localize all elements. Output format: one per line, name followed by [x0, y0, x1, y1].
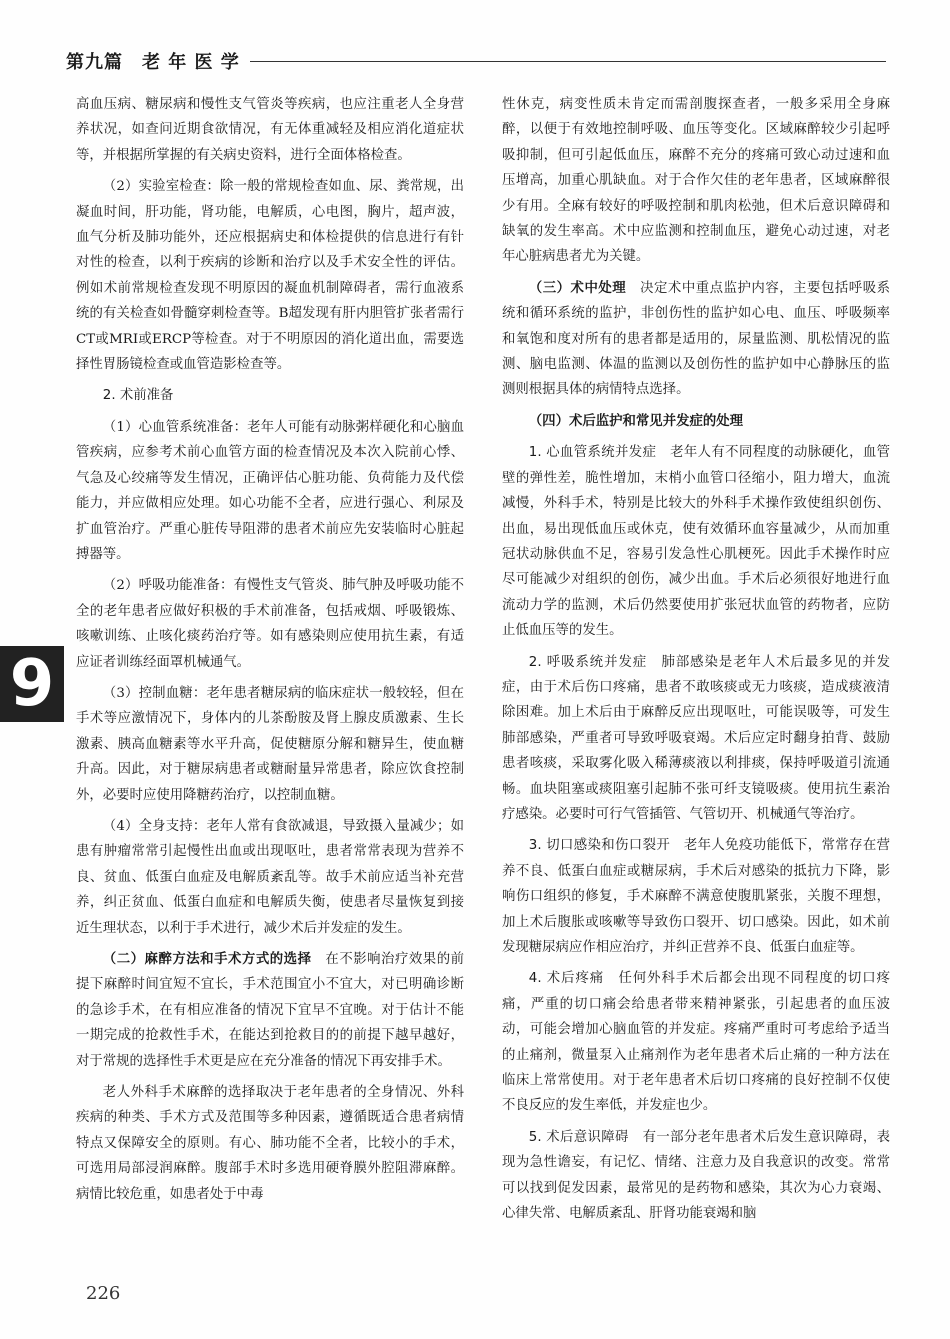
- running-header: [66, 48, 886, 74]
- paragraph: [76, 174, 464, 377]
- paragraph: [502, 650, 890, 828]
- paragraph: [502, 92, 890, 270]
- paragraph: [76, 573, 464, 675]
- paragraph-text: 任何外科手术后都会出现不同程度的切口疼痛，严重的切口痛会给患者带来精神紧张，引起患者的血压波动，可能会增加心脑血管的并发症。疼痛严重时可考虑给予适当的止痛剂，微量泵入止痛剂作为老年患者术后止痛的一种方法在临床上常常使用。对于老年患者术后切口疼痛的良好控制不仅使不良反应的发生率低，并发症也少。: [502, 971, 890, 1114]
- paragraph-text: 性休克，病变性质未肯定而需剖腹探查者，一般多采用全身麻醉，以便于有效地控制呼吸、血压等变化。区域麻醉较少引起呼吸抑制，但可引起低血压，麻醉不充分的疼痛可致心动过速和血压增高，加重心肌缺血。对于合作欠佳的老年患者，区域麻醉很少有用。全麻有较好的呼吸控制和肌肉松弛，但术后意识障碍和缺氧的发生率高。术中应监测和控制血压，避免心动过速，对老年心脏病患者尤为关键。: [502, 97, 890, 265]
- paragraph: [502, 409, 890, 434]
- section-heading: （二）麻醉方法和手术方式的选择: [102, 952, 326, 967]
- paragraph-text: 高血压病、糖尿病和慢性支气管炎等疾病，也应注重老人全身营养状况，如查问近期食欲情况，有无体重减轻及相应消化道症状等，并根据所掌握的有关病史资料，进行全面体格检查。: [76, 97, 464, 163]
- page-number: 226: [86, 1283, 121, 1304]
- paragraph-text: （1）心血管系统准备：老年人可能有动脉粥样硬化和心脑血管疾病，应参考术前心血管方面的检查情况及本次入院前心悸、气急及心绞痛等发生情况，正确评估心脏功能、负荷能力及代偿能力，并应做相应处理。如心功能不全者，应进行强心、利尿及扩血管治疗。严重心脏传导阻滞的患者术前应先安装临时心脏起搏器等。: [76, 419, 464, 562]
- subsection-heading: 1. 心血管系统并发症: [528, 445, 671, 461]
- subsection-heading: 3. 切口感染和伤口裂开: [528, 838, 684, 854]
- subsection-heading: 2. 呼吸系统并发症: [528, 654, 662, 670]
- paragraph: [76, 681, 464, 808]
- paragraph-text: 肺部感染是老年人术后最多见的并发症，由于术后伤口疼痛，患者不敢咳痰或无力咳痰，造成痰液清除困难。加上术后由于麻醉反应出现呕吐，可能误吸等，可发生肺部感染，严重者可导致呼吸衰竭。术后应定时翻身拍背、鼓励患者咳痰，采取雾化吸入稀薄痰液以利排痰，保持呼吸道引流通畅。血块阻塞或痰阻塞引起肺不张可纤支镜吸痰。使用抗生素治疗感染。必要时可行气管插管、气管切开、机械通气等治疗。: [502, 654, 890, 822]
- left-column: [76, 92, 464, 1213]
- chapter-tab: 9: [0, 646, 64, 722]
- paragraph: [76, 383, 464, 408]
- paragraph-text: 2. 术前准备: [102, 388, 174, 404]
- paragraph: [502, 440, 890, 643]
- subsection-heading: 4. 术后疼痛: [528, 971, 619, 987]
- paragraph: [502, 1125, 890, 1227]
- paragraph-text: 老年人免疫功能低下，常常存在营养不良、低蛋白血症或糖尿病，手术后对感染的抵抗力下降，影响伤口组织的修复，手术麻醉不满意使腹肌紧张，关腹不理想，加上术后腹胀或咳嗽等导致伤口裂开、切口感染。因此，如术前发现糖尿病应作相应治疗，并纠正营养不良、低蛋白血症等。: [502, 838, 890, 955]
- subsection-heading: 5. 术后意识障碍: [528, 1129, 643, 1145]
- paragraph: [76, 947, 464, 1074]
- right-column: [502, 92, 890, 1232]
- paragraph-text: （3）控制血糖：老年患者糖尿病的临床症状一般较轻，但在手术等应激情况下，身体内的儿茶酚胺及肾上腺皮质激素、生长激素、胰高血糖素等水平升高，促使糖原分解和糖异生，使血糖升高。因此，对于糖尿病患者或糖耐量异常患者，除应饮食控制外，必要时应使用降糖药治疗，以控制血糖。: [76, 685, 464, 803]
- paragraph: [502, 966, 890, 1118]
- paragraph-text: 老年人有不同程度的动脉硬化，血管壁的弹性差，脆性增加，末梢小血管口径缩小，阻力增大，血流减慢，外科手术，特别是比较大的外科手术操作致使组织创伤、出血，易出现低血压或休克，使有效循环血容量减少，从而加重冠状动脉供血不足，容易引发急性心肌梗死。因此手术操作时应尽可能减少对组织的创伤，减少出血。手术后必须很好地进行血流动力学的监测，术后仍然要使用扩张冠状血管的药物者，应防止低血压等的发生。: [502, 445, 890, 639]
- header-title: 第九篇 老 年 医 学: [66, 52, 240, 73]
- paragraph: [76, 92, 464, 168]
- paragraph-text: （4）全身支持：老年人常有食欲减退，导致摄入量减少；如患有肿瘤常常引起慢性出血或出现呕吐，患者常常表现为营养不良、贫血、低蛋白血症及电解质紊乱等。故手术前应适当补充营养，纠正贫血、低蛋白血症和电解质失衡，使患者尽量恢复到接近生理状态，以利于手术进行，减少术后并发症的发生。: [76, 818, 464, 936]
- paragraph: [76, 415, 464, 567]
- paragraph-text: （2）呼吸功能准备：有慢性支气管炎、肺气肿及呼吸功能不全的老年患者应做好积极的手术前准备，包括戒烟、呼吸锻炼、咳嗽训练、止咳化痰药治疗等。如有感染则应使用抗生素，有适应证者训练经面罩机械通气。: [76, 578, 464, 670]
- paragraph: [76, 814, 464, 941]
- section-heading: （四）术后监护和常见并发症的处理: [528, 413, 744, 429]
- paragraph: [502, 276, 890, 403]
- paragraph: [76, 1080, 464, 1207]
- paragraph-text: 在不影响治疗效果的前提下麻醉时间宜短不宜长，手术范围宜小不宜大，对已明确诊断的急诊手术，在有相应准备的情况下宜早不宜晚。对于估计不能一期完成的抢救性手术，在能达到抢救目的的前提下越早越好，对于常规的选择性手术更是应在充分准备的情况下再安排手术。: [76, 952, 465, 1069]
- paragraph-text: 有一部分老年患者术后发生意识障碍，表现为急性谵妄，有记忆、情绪、注意力及自我意识的改变。常常可以找到促发因素，最常见的是药物和感染，其次为心力衰竭、心律失常、电解质紊乱、肝肾功能衰竭和脑: [502, 1129, 890, 1222]
- section-heading: （三）术中处理: [528, 280, 641, 296]
- paragraph-text: （2）实验室检查：除一般的常规检查如血、尿、粪常规，出凝血时间，肝功能，肾功能，电解质，心电图，胸片，超声波，血气分析及肺功能外，还应根据病史和体检提供的信息进行有针对性的检查，以利于疾病的诊断和治疗以及手术安全性的评估。例如术前常规检查发现不明原因的凝血机制障碍者，需行血液系统的有关检查如骨髓穿刺检查等。B超发现有肝内胆管扩张者需行CT或MRI或ERCP等检查。对于不明原因的消化道出血，需要选择性胃肠镜检查或血管造影检查等。: [76, 179, 464, 373]
- paragraph-text: 决定术中重点监护内容，主要包括呼吸系统和循环系统的监护，非创伤性的监护如心电、血压、呼吸频率和氧饱和度对所有的患者都是适用的，尿量监测、肌松情况的监测、脑电监测、体温的监测以及创伤性的监护如中心静脉压的监测则根据具体的病情特点选择。: [502, 280, 891, 398]
- paragraph-text: 老人外科手术麻醉的选择取决于老年患者的全身情况、外科疾病的种类、手术方式及范围等多种因素，遵循既适合患者病情特点又保障安全的原则。有心、肺功能不全者，比较小的手术，可选用局部浸润麻醉。腹部手术时多选用硬脊膜外腔阻滞麻醉。病情比较危重，如患者处于中毒: [76, 1085, 464, 1202]
- header-rule: [250, 61, 886, 62]
- paragraph: [502, 833, 890, 960]
